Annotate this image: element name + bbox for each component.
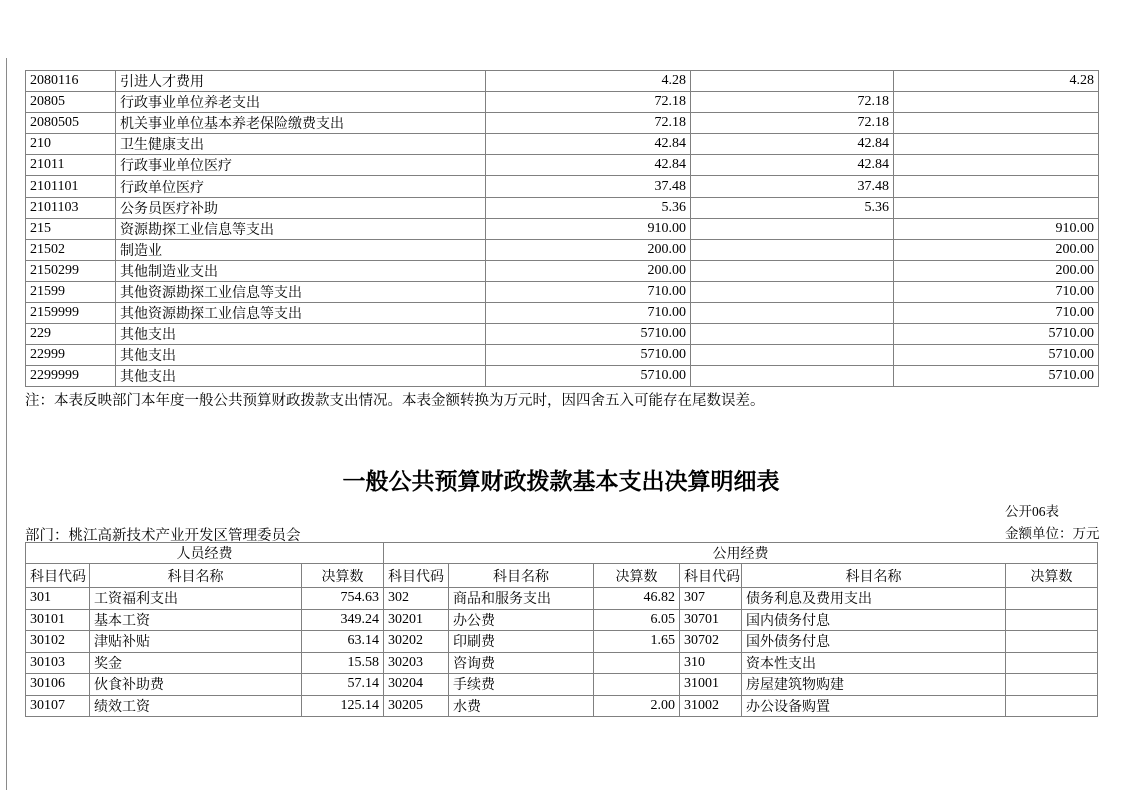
subject-name-cell: 其他资源勘探工业信息等支出 — [116, 281, 486, 302]
amount-cell: 1.65 — [594, 631, 680, 653]
table-row — [26, 674, 1098, 696]
subject-code-cell: 21502 — [26, 239, 116, 260]
subject-code-cell: 210 — [26, 134, 116, 155]
subject-code-cell: 30205 — [384, 695, 449, 717]
subject-name-cell: 其他支出 — [116, 345, 486, 366]
subject-name-cell: 伙食补助费 — [90, 674, 302, 696]
amount-cell: 2.00 — [594, 695, 680, 717]
subject-name-cell: 行政事业单位养老支出 — [116, 92, 486, 113]
subject-code-cell: 30702 — [680, 631, 742, 653]
amount-cell: 5.36 — [486, 197, 691, 218]
table-note: 注：本表反映部门本年度一般公共预算财政拨款支出情况。本表金额转换为万元时，因四舍五入可能存在尾数误差。 — [25, 393, 765, 409]
amount-cell: 37.48 — [486, 176, 691, 197]
table-row — [26, 345, 1099, 366]
amount-cell: 5710.00 — [486, 366, 691, 387]
sheet-meta — [1005, 501, 1100, 545]
subject-name-cell: 卫生健康支出 — [116, 134, 486, 155]
subject-code-cell: 31001 — [680, 674, 742, 696]
amount-cell: 5.36 — [691, 197, 894, 218]
amount-cell — [691, 281, 894, 302]
subject-code-cell: 30107 — [26, 695, 90, 717]
amount-cell — [894, 92, 1099, 113]
table-row — [26, 176, 1099, 197]
amount-cell — [691, 366, 894, 387]
column-header: 科目代码 — [384, 564, 449, 588]
table-row — [26, 631, 1098, 653]
subject-name-cell: 房屋建筑物购建 — [742, 674, 1006, 696]
column-header: 科目名称 — [742, 564, 1006, 588]
amount-cell: 37.48 — [691, 176, 894, 197]
table-row — [26, 324, 1099, 345]
amount-cell: 72.18 — [691, 92, 894, 113]
amount-cell: 5710.00 — [894, 345, 1099, 366]
subject-name-cell: 津贴补贴 — [90, 631, 302, 653]
amount-cell — [691, 345, 894, 366]
amount-cell: 349.24 — [302, 609, 384, 631]
subject-code-cell: 21599 — [26, 281, 116, 302]
amount-cell: 72.18 — [691, 113, 894, 134]
subject-code-cell: 30102 — [26, 631, 90, 653]
subject-name-cell: 奖金 — [90, 652, 302, 674]
subject-code-cell: 215 — [26, 218, 116, 239]
amount-cell: 42.84 — [486, 134, 691, 155]
subject-code-cell: 2101101 — [26, 176, 116, 197]
subject-name-cell: 国内债务付息 — [742, 609, 1006, 631]
subject-name-cell: 印刷费 — [449, 631, 594, 653]
subject-code-cell: 2080505 — [26, 113, 116, 134]
amount-cell: 15.58 — [302, 652, 384, 674]
subject-code-cell: 30201 — [384, 609, 449, 631]
subject-code-cell: 30101 — [26, 609, 90, 631]
amount-cell — [691, 239, 894, 260]
amount-cell — [1006, 674, 1098, 696]
subject-name-cell: 机关事业单位基本养老保险缴费支出 — [116, 113, 486, 134]
table-row — [26, 92, 1099, 113]
subject-name-cell: 办公费 — [449, 609, 594, 631]
amount-cell — [1006, 609, 1098, 631]
amount-cell: 125.14 — [302, 695, 384, 717]
amount-cell: 4.28 — [894, 71, 1099, 92]
subject-code-cell: 2159999 — [26, 303, 116, 324]
table-row — [26, 260, 1099, 281]
amount-cell — [691, 260, 894, 281]
table-row — [26, 134, 1099, 155]
subject-name-cell: 绩效工资 — [90, 695, 302, 717]
amount-cell — [691, 218, 894, 239]
amount-cell: 754.63 — [302, 588, 384, 610]
general-budget-expenditure-table — [25, 70, 1099, 387]
subject-code-cell: 22999 — [26, 345, 116, 366]
subject-name-cell: 咨询费 — [449, 652, 594, 674]
subject-code-cell: 301 — [26, 588, 90, 610]
table-row — [26, 113, 1099, 134]
subject-code-cell: 31002 — [680, 695, 742, 717]
subject-code-cell: 2299999 — [26, 366, 116, 387]
amount-cell: 200.00 — [894, 239, 1099, 260]
amount-cell — [894, 113, 1099, 134]
subject-name-cell: 商品和服务支出 — [449, 588, 594, 610]
table-row — [26, 609, 1098, 631]
subject-code-cell: 30701 — [680, 609, 742, 631]
amount-cell — [1006, 588, 1098, 610]
amount-cell — [691, 324, 894, 345]
column-header: 科目名称 — [449, 564, 594, 588]
table-row — [26, 281, 1099, 302]
amount-cell — [894, 176, 1099, 197]
subject-name-cell: 资源勘探工业信息等支出 — [116, 218, 486, 239]
amount-cell: 72.18 — [486, 113, 691, 134]
amount-cell — [1006, 652, 1098, 674]
subject-name-cell: 国外债务付息 — [742, 631, 1006, 653]
subject-code-cell: 21011 — [26, 155, 116, 176]
subject-name-cell: 手续费 — [449, 674, 594, 696]
subject-name-cell: 水费 — [449, 695, 594, 717]
subject-name-cell: 工资福利支出 — [90, 588, 302, 610]
amount-cell — [1006, 631, 1098, 653]
column-header: 决算数 — [302, 564, 384, 588]
department-label: 部门：桃江高新技术产业开发区管理委员会 — [25, 528, 301, 544]
amount-cell: 46.82 — [594, 588, 680, 610]
subject-code-cell: 30103 — [26, 652, 90, 674]
amount-cell: 710.00 — [894, 303, 1099, 324]
amount-cell: 4.28 — [486, 71, 691, 92]
amount-cell: 5710.00 — [894, 324, 1099, 345]
subject-name-cell: 其他支出 — [116, 324, 486, 345]
table-row — [26, 588, 1098, 610]
amount-cell: 200.00 — [894, 260, 1099, 281]
page-left-rule — [6, 58, 7, 790]
table-row — [26, 71, 1099, 92]
amount-cell — [1006, 695, 1098, 717]
amount-cell: 710.00 — [486, 281, 691, 302]
group-header-personnel-funds: 人员经费 — [26, 543, 384, 564]
amount-cell — [594, 652, 680, 674]
amount-cell: 200.00 — [486, 260, 691, 281]
amount-cell — [894, 197, 1099, 218]
subject-code-cell: 30202 — [384, 631, 449, 653]
amount-cell — [691, 71, 894, 92]
subject-name-cell: 公务员医疗补助 — [116, 197, 486, 218]
amount-cell: 710.00 — [486, 303, 691, 324]
amount-cell: 42.84 — [486, 155, 691, 176]
table-row — [26, 366, 1099, 387]
amount-cell: 5710.00 — [486, 324, 691, 345]
subject-name-cell: 其他支出 — [116, 366, 486, 387]
subject-code-cell: 2101103 — [26, 197, 116, 218]
subject-name-cell: 引进人才费用 — [116, 71, 486, 92]
table-row — [26, 652, 1098, 674]
subject-code-cell: 20805 — [26, 92, 116, 113]
subject-name-cell: 制造业 — [116, 239, 486, 260]
subject-code-cell: 30203 — [384, 652, 449, 674]
column-header: 科目名称 — [90, 564, 302, 588]
column-header-row — [26, 564, 1098, 588]
column-header: 决算数 — [1006, 564, 1098, 588]
subject-name-cell: 其他制造业支出 — [116, 260, 486, 281]
subject-code-cell: 310 — [680, 652, 742, 674]
table-row — [26, 303, 1099, 324]
subject-name-cell: 行政单位医疗 — [116, 176, 486, 197]
amount-cell — [691, 303, 894, 324]
amount-cell: 5710.00 — [486, 345, 691, 366]
subject-code-cell: 2150299 — [26, 260, 116, 281]
subject-code-cell: 229 — [26, 324, 116, 345]
subject-name-cell: 办公设备购置 — [742, 695, 1006, 717]
amount-cell: 5710.00 — [894, 366, 1099, 387]
amount-cell: 910.00 — [486, 218, 691, 239]
subject-code-cell: 2080116 — [26, 71, 116, 92]
table-row — [26, 155, 1099, 176]
page-title: 一般公共预算财政拨款基本支出决算明细表 — [342, 468, 780, 494]
subject-code-cell: 302 — [384, 588, 449, 610]
group-header-public-funds: 公用经费 — [384, 543, 1098, 564]
subject-name-cell: 债务利息及费用支出 — [742, 588, 1006, 610]
subject-name-cell: 资本性支出 — [742, 652, 1006, 674]
table-row — [26, 239, 1099, 260]
amount-cell: 72.18 — [486, 92, 691, 113]
amount-cell: 200.00 — [486, 239, 691, 260]
basic-expenditure-detail-table — [25, 542, 1098, 717]
column-header: 科目代码 — [26, 564, 90, 588]
amount-cell: 42.84 — [691, 155, 894, 176]
amount-cell: 57.14 — [302, 674, 384, 696]
group-header-row — [26, 543, 1098, 564]
amount-cell: 910.00 — [894, 218, 1099, 239]
amount-unit-label: 金额单位：万元 — [1005, 526, 1100, 541]
table-row — [26, 695, 1098, 717]
sheet-number-label: 公开06表 — [1005, 504, 1059, 519]
amount-cell: 42.84 — [691, 134, 894, 155]
amount-cell: 63.14 — [302, 631, 384, 653]
subject-name-cell: 其他资源勘探工业信息等支出 — [116, 303, 486, 324]
amount-cell — [594, 674, 680, 696]
table-row — [26, 197, 1099, 218]
column-header: 科目代码 — [680, 564, 742, 588]
subject-name-cell: 行政事业单位医疗 — [116, 155, 486, 176]
column-header: 决算数 — [594, 564, 680, 588]
amount-cell — [894, 134, 1099, 155]
amount-cell: 710.00 — [894, 281, 1099, 302]
table-row — [26, 218, 1099, 239]
subject-code-cell: 30106 — [26, 674, 90, 696]
subject-code-cell: 307 — [680, 588, 742, 610]
subject-code-cell: 30204 — [384, 674, 449, 696]
amount-cell: 6.05 — [594, 609, 680, 631]
amount-cell — [894, 155, 1099, 176]
subject-name-cell: 基本工资 — [90, 609, 302, 631]
